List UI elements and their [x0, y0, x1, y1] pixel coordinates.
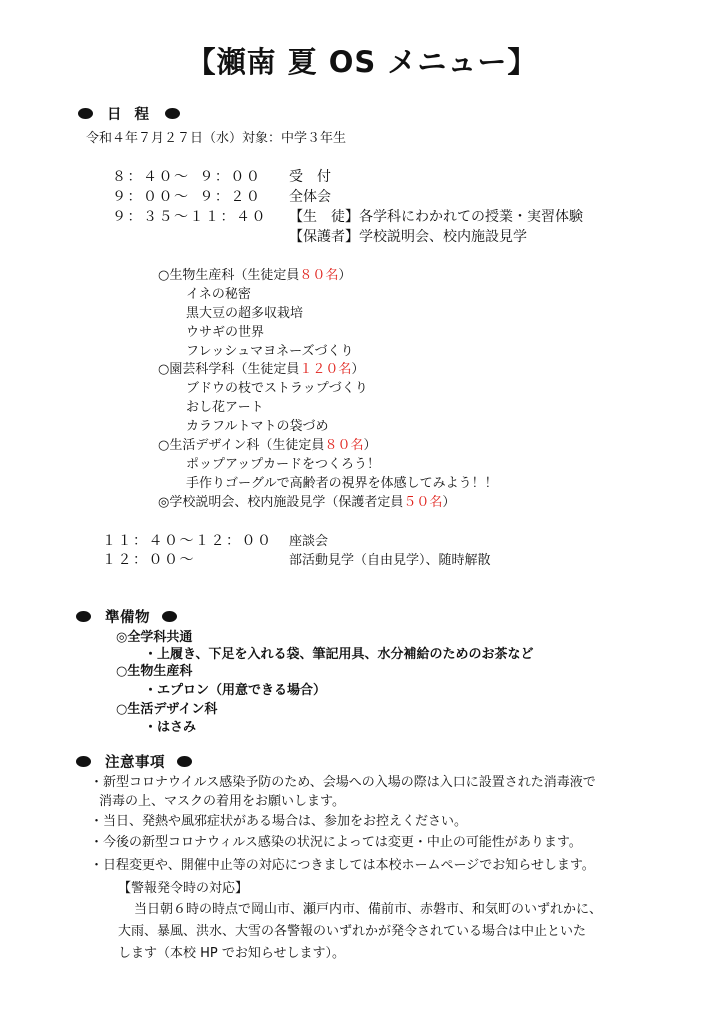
- date-line: 令和４年７月２７日（水）対象：中学３年生: [86, 131, 347, 146]
- schedule-desc: 受 付: [289, 169, 331, 185]
- prep-group-label: ○生物生産科: [116, 664, 193, 679]
- warning-text: 大雨、暴風、洪水、大雪の各警報のいずれかが発令されている場合は中止といた: [118, 924, 587, 939]
- topic-item: ポップアップカードをつくろう！: [186, 457, 380, 472]
- capacity-count: ５０名: [403, 495, 443, 510]
- note-item: 消毒の上、マスクの着用をお願いします。: [99, 794, 345, 809]
- topic-item: おし花アート: [186, 400, 264, 415]
- schedule-time: ９：３５～１１：４０: [112, 209, 267, 225]
- capacity-count: ８０名: [299, 268, 339, 283]
- prep-item: ・エプロン（用意できる場合）: [144, 683, 327, 698]
- bullet-dot-icon: [162, 611, 177, 622]
- schedule-desc: 【生 徒】各学科にわかれての授業・実習体験: [289, 209, 583, 225]
- preparations-heading: 準備物: [76, 606, 177, 627]
- capacity-count: ８０名: [324, 438, 364, 453]
- topic-item: カラフルトマトの袋づめ: [186, 419, 329, 434]
- department-heading: ○生活デザイン科（生徒定員８０名）: [158, 438, 377, 453]
- schedule-desc: 【保護者】学校説明会、校内施設見学: [289, 229, 527, 245]
- note-item: ・今後の新型コロナウィルス感染の状況によっては変更・中止の可能性があります。: [90, 835, 582, 850]
- warning-title: 【警報発令時の対応】: [118, 881, 249, 896]
- prep-group-label: ○生活デザイン科: [116, 702, 218, 717]
- schedule-time: ９：００～ ９：２０: [112, 189, 262, 205]
- bullet-dot-icon: [165, 108, 180, 119]
- note-item: ・新型コロナウイルス感染予防のため、会場への入場の際は入口に設置された消毒液で: [90, 775, 596, 790]
- bullet-dot-icon: [76, 756, 91, 767]
- note-item: ・日程変更や、開催中止等の対応につきましては本校ホームページでお知らせします。: [90, 858, 595, 873]
- bullet-dot-icon: [78, 108, 93, 119]
- topic-item: ウサギの世界: [186, 325, 265, 340]
- prep-item: ・上履き、下足を入れる袋、筆記用具、水分補給のためのお茶など: [144, 647, 534, 662]
- topic-item: 手作りゴーグルで高齢者の視界を体感してみよう！！: [186, 476, 498, 491]
- topic-item: フレッシュマヨネーズづくり: [186, 344, 354, 359]
- schedule-time: １１：４０～１２：００: [102, 533, 273, 549]
- notes-heading: 注意事項: [76, 751, 192, 772]
- department-heading: ○園芸科学科（生徒定員１２０名）: [158, 362, 365, 377]
- department-heading: ○生物生産科（生徒定員８０名）: [158, 268, 352, 283]
- warning-text: 当日朝６時の時点で岡山市、瀬戸内市、備前市、赤磐市、和気町のいずれかに、: [134, 902, 603, 917]
- capacity-count: １２０名: [299, 362, 352, 377]
- schedule-desc: 座談会: [289, 534, 329, 549]
- schedule-time: ８：４０～ ９：００: [112, 169, 262, 185]
- topic-item: ブドウの枝でストラップづくり: [186, 381, 368, 396]
- schedule-desc: 全体会: [289, 189, 331, 205]
- prep-group-label: ◎全学科共通: [116, 630, 193, 645]
- note-item: ・当日、発熱や風邪症状がある場合は、参加をお控えください。: [90, 814, 468, 829]
- schedule-time: １２：００～: [102, 552, 195, 568]
- bullet-dot-icon: [76, 611, 91, 622]
- warning-text: します（本校 HP でお知らせします）。: [118, 946, 345, 961]
- prep-item: ・はさみ: [144, 720, 197, 735]
- schedule-heading: 日 程: [78, 103, 180, 124]
- topic-item: 黒大豆の超多収栽培: [186, 306, 304, 321]
- topic-item: イネの秘密: [186, 287, 251, 302]
- parents-session: ◎学校説明会、校内施設見学（保護者定員５０名）: [158, 495, 456, 510]
- page-title: 【瀬南 夏 OS メニュー】: [186, 45, 538, 79]
- bullet-dot-icon: [177, 756, 192, 767]
- schedule-desc: 部活動見学（自由見学）、随時解散: [289, 553, 491, 568]
